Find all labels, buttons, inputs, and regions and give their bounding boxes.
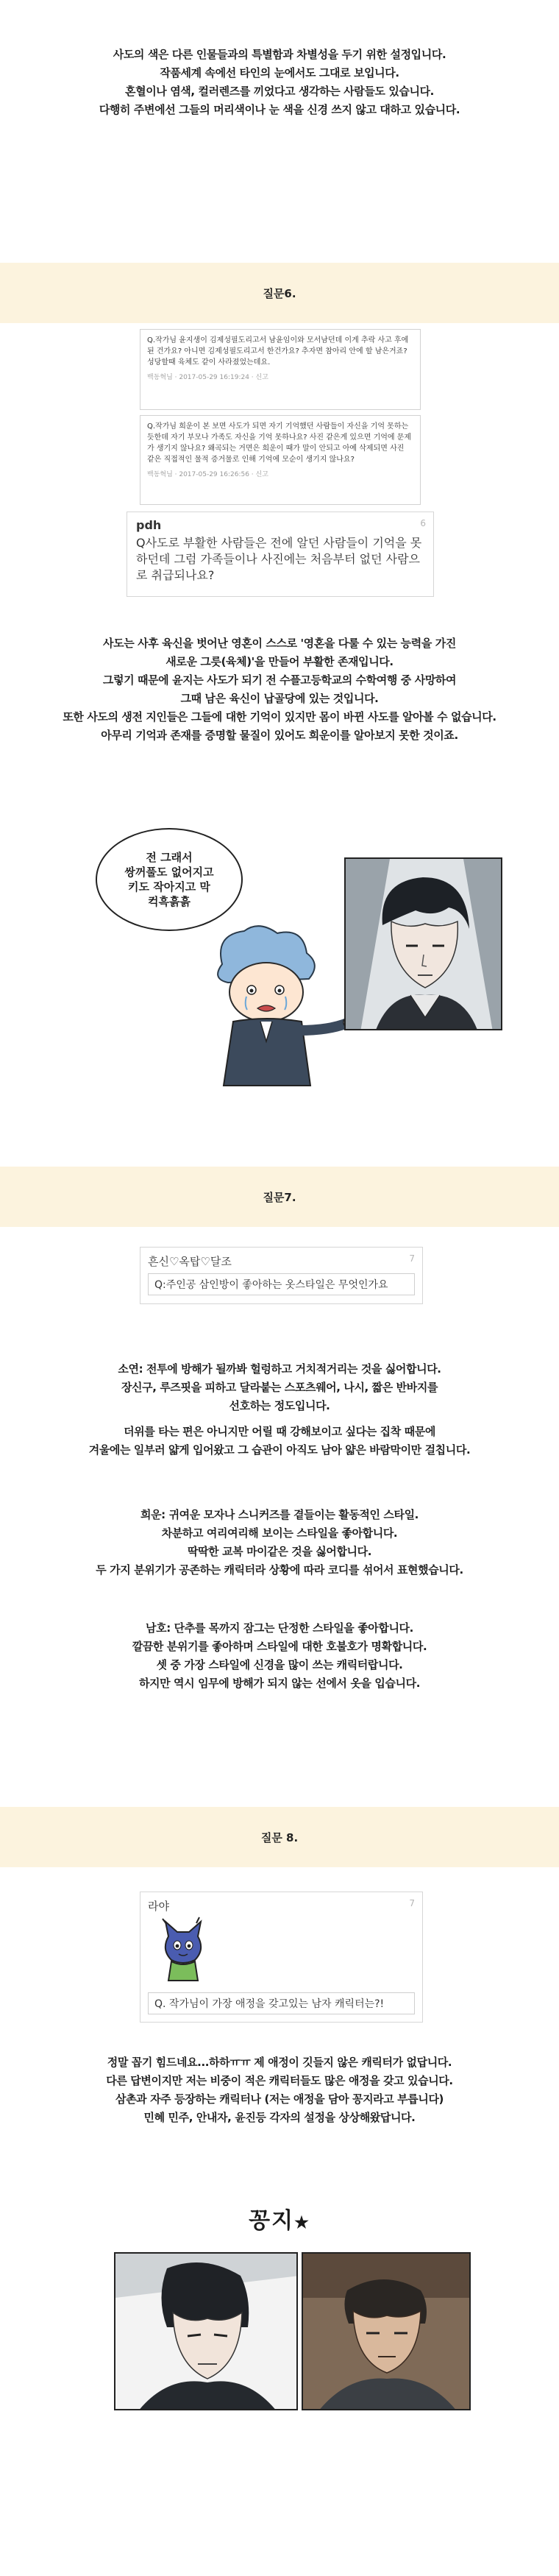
question-8-text: Q. 작가님이 가장 애정을 갖고있는 남자 캐릭터는?! xyxy=(148,1992,415,2014)
answer-line: 민혜 민주, 안내자, 윤진등 각자의 설정을 상상해왔답니다. xyxy=(143,2111,416,2124)
question-8-title: 질문 8. xyxy=(260,1830,299,1844)
intro-paragraph xyxy=(0,46,559,119)
answer-line: 아무리 기억과 존재를 증명할 물질이 있어도 희운이를 알아보지 못한 것이죠. xyxy=(101,729,458,742)
question-text: Q사도로 부활한 사람들은 전에 알던 사람들이 기억을 못하던데 그럼 가족들이나 사진에는 처음부터 없던 사람으로 취급되나요? xyxy=(136,536,422,582)
answer-line: 정말 꼽기 힘드네요...하하ㅠㅠ 제 애정이 깃들지 않은 캐릭터가 없답니다. xyxy=(107,2056,452,2069)
intro-line: 작품세계 속에선 타인의 눈에서도 그대로 보입니다. xyxy=(160,66,399,79)
bubble-line: 전 그래서 xyxy=(146,851,193,864)
comment-card-2 xyxy=(140,415,421,505)
answer-line: 셋 중 가장 스타일에 신경을 많이 쓰는 캐릭터랍니다. xyxy=(156,1658,403,1671)
answer-line: 깔끔한 분위기를 좋아하며 스타일에 대한 호불호가 명확합니다. xyxy=(132,1640,427,1653)
answer-line: 하지만 역시 임무에 방해가 되지 않는 선에서 옷을 입습니다. xyxy=(138,1677,421,1690)
answer-line xyxy=(0,1619,559,1638)
intro-line: 사도의 색은 다른 인물들과의 특별함과 차별성을 두기 위한 설정입니다. xyxy=(113,48,446,61)
character-name-heewoon: 희운: xyxy=(140,1508,165,1521)
comment-meta: 백동혁님 · 2017-05-29 16:19:24 · 신고 xyxy=(147,374,268,381)
answer-line: 겨울에는 일부러 얇게 입어왔고 그 습관이 아직도 남아 얇은 바람막이만 걸칩니다. xyxy=(88,1443,471,1457)
answer-line: 차분하고 여리여리해 보이는 스타일을 좋아합니다. xyxy=(161,1526,398,1540)
comment-text: Q.작가님 희운이 본 보면 사도가 되면 자기 기억했던 사람들이 자신을 기억 못하는 듯한데 자기 부모나 가족도 자신을 기억 못하나요? 사진 같은게 있으면 기억에 문제가 생기지 않나요? 왜곡되는 거면은 희운이 때가 말이 안되고 아예 삭제되면 사진 같은 직접적인 물적 증거물로 인해 기억에 모순이 생기지 않나요? xyxy=(147,422,412,464)
manhwa-panel-right xyxy=(302,2252,471,2410)
question-8-header xyxy=(0,1807,559,1867)
answer-line-text: 단추를 목까지 잠그는 단정한 스타일을 좋아합니다. xyxy=(174,1621,413,1635)
question-7-username: 흔신♡옥탑♡달조 xyxy=(148,1255,232,1268)
question-7-number: 7 xyxy=(409,1253,415,1264)
featured-question-card xyxy=(127,512,434,597)
panel-right-artwork xyxy=(303,2254,471,2410)
handwritten-title-text: 꽁지 xyxy=(249,2208,295,2234)
answer-7-soyeon xyxy=(0,1360,559,1459)
question-6-title: 질문6. xyxy=(263,286,296,300)
answer-8-paragraph xyxy=(0,2053,559,2127)
answer-line: 장신구, 루즈핏을 피하고 달라붙는 스포츠웨어, 나시, 짧은 반바지를 xyxy=(121,1381,438,1394)
question-8-card xyxy=(140,1892,423,2023)
answer-line: 사도는 사후 육신을 벗어난 영혼이 스스로 '영혼을 다룰 수 있는 능력을 가진 xyxy=(103,637,456,650)
panel-left-artwork xyxy=(115,2254,298,2410)
comment-card-1 xyxy=(140,329,421,410)
answer-line: 또한 사도의 생전 지인들은 그들에 대한 기억이 있지만 몸이 바뀐 사도를 알아볼 수 없습니다. xyxy=(63,710,496,723)
answer-line xyxy=(0,1506,559,1524)
question-8-username: 라야 xyxy=(148,1900,169,1913)
question-8-number: 7 xyxy=(409,1898,415,1908)
question-7-text: Q:주인공 삼인방이 좋아하는 옷스타일은 무엇인가요 xyxy=(148,1273,415,1295)
answer-line-text: 귀여운 모자나 스니커즈를 곁들이는 활동적인 스타일. xyxy=(168,1508,419,1521)
answer-line: 그렇기 때문에 윤지는 사도가 되기 전 수플고등학교의 수학여행 중 사망하여 xyxy=(102,673,457,687)
manhwa-panel-left xyxy=(114,2252,298,2410)
intro-line: 다행히 주변에선 그들의 머리색이나 눈 색을 신경 쓰지 않고 대하고 있습니다. xyxy=(99,103,460,116)
answer-line: 삼촌과 자주 등장하는 캐릭터나 (저는 애정을 담아 꽁지라고 부릅니다) xyxy=(115,2092,444,2106)
answer-7-namho xyxy=(0,1619,559,1693)
question-6-header xyxy=(0,263,559,323)
answer-line: 더위를 타는 편은 아니지만 어릴 때 강해보이고 싶다는 집착 때문에 xyxy=(124,1425,435,1438)
answer-7-heewoon xyxy=(0,1506,559,1579)
answer-line-text: 전투에 방해가 될까봐 헐렁하고 거치적거리는 것을 싫어합니다. xyxy=(146,1362,441,1376)
question-number: 6 xyxy=(420,518,426,528)
star-icon: ★ xyxy=(294,2213,310,2232)
question-username: pdh xyxy=(136,518,162,532)
answer-line xyxy=(0,1360,559,1379)
answer-line: 다른 답변이지만 저는 비중이 적은 캐릭터들도 많은 애정을 갖고 있습니다. xyxy=(106,2074,453,2087)
character-name-soyeon: 소연: xyxy=(118,1362,143,1376)
bubble-line: 컥흑흙흙 xyxy=(148,895,191,908)
answer-line: 두 가지 분위기가 공존하는 캐릭터라 상황에 따라 코디를 섞어서 표현했습니다. xyxy=(96,1563,463,1577)
answer-line: 새로운 그릇(육체)'을 만들어 부활한 존재입니다. xyxy=(165,655,394,668)
cartoon-boy-illustration xyxy=(193,920,355,1089)
comment-text: Q.작가님 윤지생이 김제성필도리고서 남윤임이와 모서남던데 이게 추락 사고 후에 된 건가요? 아니면 김제성필도리고서 한건가요? 추자면 참아리 안에 할 남은거죠? 성당할때 육체도 같이 사라졌었는데요. xyxy=(147,336,409,367)
manhwa-panel-portrait xyxy=(344,857,502,1030)
cat-avatar-icon xyxy=(154,1914,213,1984)
answer-line: 그때 남은 육신이 납골당에 있는 것입니다. xyxy=(180,692,379,705)
speech-bubble xyxy=(96,828,243,931)
question-7-title: 질문7. xyxy=(263,1190,296,1204)
answer-line: 선호하는 정도입니다. xyxy=(229,1399,330,1412)
question-7-card xyxy=(140,1247,423,1304)
handwritten-title xyxy=(0,2202,559,2234)
comment-meta: 백동혁님 · 2017-05-29 16:26:56 · 신고 xyxy=(147,471,268,478)
answer-line: 딱딱한 교복 마이같은 것을 싫어합니다. xyxy=(187,1545,372,1558)
bubble-line: 쌍꺼풀도 없어지고 xyxy=(124,866,214,879)
portrait-artwork xyxy=(346,859,502,1030)
answer-6-paragraph xyxy=(0,634,559,745)
intro-line: 혼혈이나 염색, 컬러렌즈를 끼었다고 생각하는 사람들도 있습니다. xyxy=(125,85,434,98)
character-name-namho: 남호: xyxy=(146,1621,171,1635)
question-7-header xyxy=(0,1167,559,1227)
bubble-line: 키도 작아지고 막 xyxy=(128,880,210,894)
